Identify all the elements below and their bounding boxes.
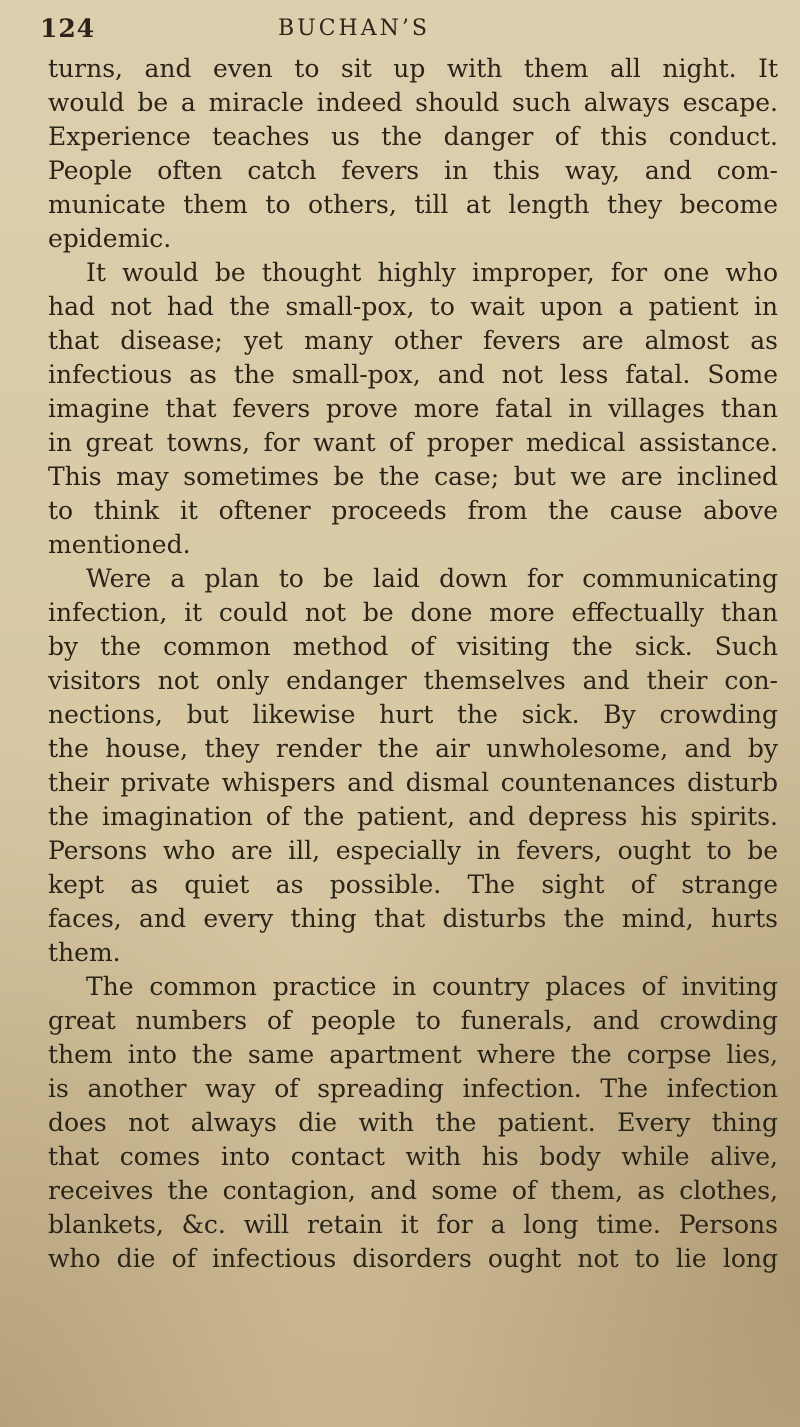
- text-line: great numbers of people to funerals, and crowding: [48, 1006, 778, 1035]
- text-line: is another way of spreading infection. The infection: [48, 1074, 778, 1103]
- text-line: nections, but likewise hurt the sick. By crowding: [48, 700, 778, 729]
- paragraph-start-line: It would be thought highly improper, for one who: [86, 258, 778, 287]
- paragraph-start-line: Were a plan to be laid down for communicating: [86, 564, 778, 593]
- running-head: [40, 14, 770, 54]
- text-line: Experience teaches us the danger of this conduct.: [48, 122, 778, 151]
- text-line: This may sometimes be the case; but we are inclined: [48, 462, 778, 491]
- text-line: that comes into contact with his body while alive,: [48, 1142, 778, 1171]
- text-line: blankets, &c. will retain it for a long time. Persons: [48, 1210, 778, 1239]
- text-line: municate them to others, till at length they become: [48, 190, 778, 219]
- text-line: turns, and even to sit up with them all night. It: [48, 54, 778, 83]
- running-title: BUCHAN’S: [278, 16, 430, 41]
- text-line: receives the contagion, and some of them, as clothes,: [48, 1176, 778, 1205]
- text-line: epidemic.: [48, 224, 172, 253]
- text-line: the imagination of the patient, and depress his spirits.: [48, 802, 778, 831]
- body-text: [48, 52, 778, 1276]
- text-line: them into the same apartment where the corpse lies,: [48, 1040, 778, 1069]
- text-line: imagine that fevers prove more fatal in villages than: [48, 394, 778, 423]
- text-line: infection, it could not be done more effectually than: [48, 598, 778, 627]
- text-line: them.: [48, 938, 121, 967]
- text-line: their private whispers and dismal countenances disturb: [48, 768, 778, 797]
- text-line: infectious as the small-pox, and not less fatal. Some: [48, 360, 778, 389]
- text-line: who die of infectious disorders ought not to lie long: [48, 1244, 778, 1273]
- text-line: to think it oftener proceeds from the cause above: [48, 496, 778, 525]
- text-line: mentioned.: [48, 530, 191, 559]
- text-line: had not had the small-pox, to wait upon a patient in: [48, 292, 778, 321]
- text-line: Persons who are ill, especially in fevers, ought to be: [48, 836, 778, 865]
- text-line: the house, they render the air unwholesome, and by: [48, 734, 778, 763]
- text-line: in great towns, for want of proper medical assistance.: [48, 428, 778, 457]
- page-number: 124: [40, 14, 96, 43]
- text-line: kept as quiet as possible. The sight of strange: [48, 870, 778, 899]
- text-line: by the common method of visiting the sick. Such: [48, 632, 778, 661]
- text-line: People often catch fevers in this way, and com-: [48, 156, 778, 185]
- text-line: visitors not only endanger themselves and their con-: [48, 666, 778, 695]
- text-line: that disease; yet many other fevers are almost as: [48, 326, 778, 355]
- text-line: faces, and every thing that disturbs the mind, hurts: [48, 904, 778, 933]
- text-line: does not always die with the patient. Every thing: [48, 1108, 778, 1137]
- paragraph-start-line: The common practice in country places of inviting: [86, 972, 778, 1001]
- text-line: would be a miracle indeed should such always escape.: [48, 88, 778, 117]
